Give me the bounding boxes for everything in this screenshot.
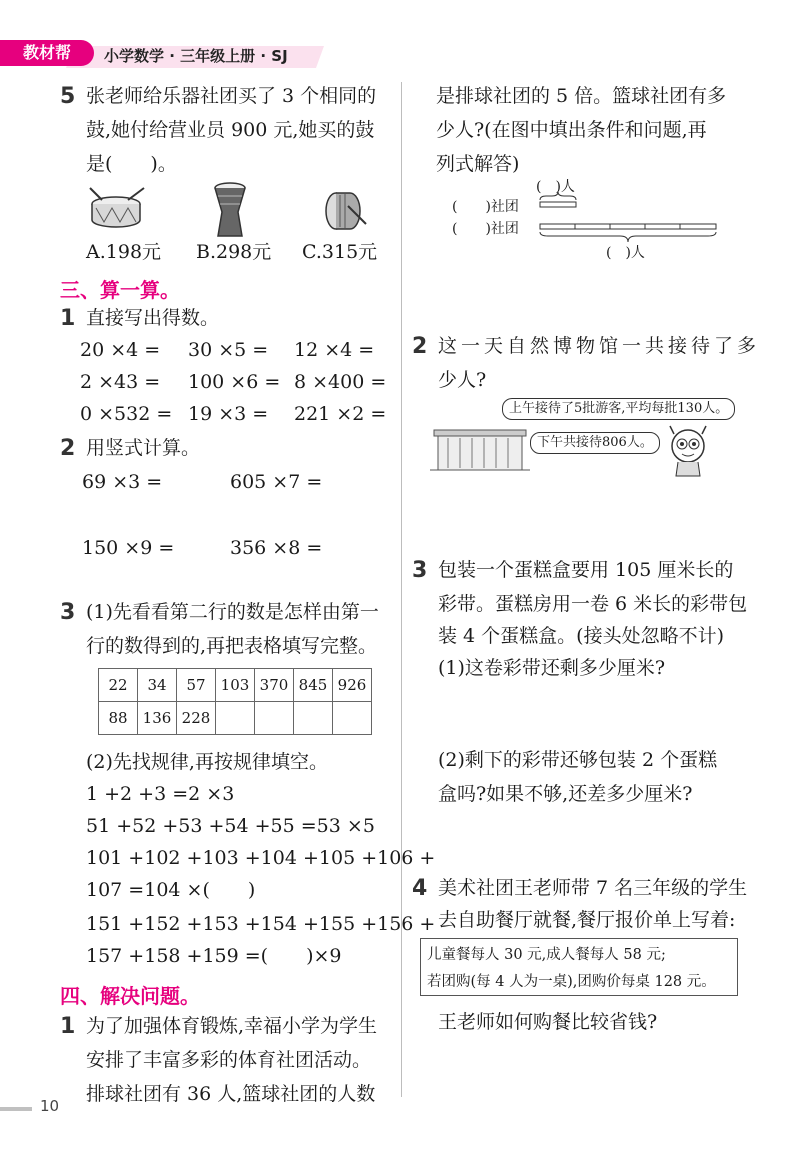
cartoon-character-icon (660, 422, 716, 478)
s4q3-line3: 装 4 个蛋糕盒。(接头处忽略不计) (438, 625, 724, 647)
table-row (99, 702, 372, 735)
calc-r2c1: 2 ×43 = (80, 371, 161, 393)
table-cell: 34 (138, 669, 177, 702)
table-cell: 926 (333, 669, 372, 702)
s4q3-line1: 包装一个蛋糕盒要用 105 厘米长的 (438, 559, 734, 581)
price-list-line2: 若团购(每 4 人为一桌),团购价每桌 128 元。 (427, 974, 716, 990)
table-cell: 136 (138, 702, 177, 735)
q5-option-a: A.198元 (86, 241, 162, 263)
calc-r2c3: 8 ×400 = (294, 371, 387, 393)
table-cell-blank[interactable] (255, 702, 294, 735)
calc-r1c2: 30 ×5 = (188, 339, 269, 361)
s4q2-line1: 这一天自然博物馆一共接待了多 (438, 335, 761, 357)
s4q3-sub2-line1: (2)剩下的彩带还够包装 2 个蛋糕 (438, 749, 718, 771)
table-cell-blank[interactable] (216, 702, 255, 735)
s4q1-number: 1 (60, 1014, 76, 1039)
table-cell-blank[interactable] (294, 702, 333, 735)
table-cell: 103 (216, 669, 255, 702)
q5-option-c: C.315元 (302, 241, 378, 263)
pattern-eq-4: 107 =104 ×( ) (86, 879, 256, 901)
s3q2-text: 用竖式计算。 (86, 437, 201, 459)
s3q3-part2-title: (2)先找规律,再按规律填空。 (86, 751, 328, 773)
s4q4-line1: 美术社团王老师带 7 名三年级的学生 (438, 877, 748, 899)
table-row (99, 669, 372, 702)
s4q3-sub1: (1)这卷彩带还剩多少厘米? (438, 657, 666, 679)
table-cell: 845 (294, 669, 333, 702)
s4q2-number: 2 (412, 334, 428, 359)
museum-building-icon (430, 426, 530, 472)
s3q3-line2: 行的数得到的,再把表格填写完整。 (86, 635, 378, 657)
header-tag: 教材帮 (0, 40, 94, 66)
pattern-eq-5: 151 +152 +153 +154 +155 +156 + (86, 913, 436, 935)
s4q1-cont-line2: 少人?(在图中填出条件和问题,再 (436, 119, 707, 141)
s4q4-question: 王老师如何购餐比较省钱? (438, 1011, 658, 1033)
calc-r3c1: 0 ×532 = (80, 403, 173, 425)
price-list-line1: 儿童餐每人 30 元,成人餐每人 58 元; (427, 947, 666, 963)
s4q1-cont-line1: 是排球社团的 5 倍。篮球社团有多 (436, 85, 727, 107)
column-divider (401, 82, 402, 1097)
djembe-icon (210, 182, 250, 240)
q5-number: 5 (60, 84, 76, 109)
table-cell: 228 (177, 702, 216, 735)
calc-r3c2: 19 ×3 = (188, 403, 269, 425)
s3q3-number: 3 (60, 600, 76, 625)
s4q1-cont-line3: 列式解答) (436, 153, 520, 175)
price-list-box (420, 938, 738, 996)
s3q1-text: 直接写出得数。 (86, 307, 220, 329)
vertical-calc-1: 69 ×3 = (82, 471, 163, 493)
q5-line2: 鼓,她付给营业员 900 元,她买的鼓 (86, 119, 375, 141)
s4q4-line2: 去自助餐厅就餐,餐厅报价单上写着: (438, 909, 736, 931)
header-title: 小学数学 · 三年级上册 · SJ (104, 47, 288, 65)
page-number: 10 (40, 1097, 60, 1115)
pattern-eq-1: 1 +2 +3 =2 ×3 (86, 783, 235, 805)
speech-bubble-afternoon: 下午共接待806人。 (530, 432, 660, 454)
s4q3-line2: 彩带。蛋糕房用一卷 6 米长的彩带包 (438, 593, 748, 615)
calc-r1c3: 12 ×4 = (294, 339, 375, 361)
pattern-table (98, 668, 372, 735)
speech-bubble-morning: 上午接待了5批游客,平均每批130人。 (502, 398, 735, 420)
diagram-row1-label: ( )社团 (452, 199, 519, 215)
diagram-top-label: ( )人 (536, 179, 575, 195)
calc-r1c1: 20 ×4 = (80, 339, 161, 361)
pattern-eq-3: 101 +102 +103 +104 +105 +106 + (86, 847, 436, 869)
s4q1-line3: 排球社团有 36 人,篮球社团的人数 (86, 1083, 376, 1105)
calc-r3c3: 221 ×2 = (294, 403, 387, 425)
diagram-bottom-label: ( )人 (606, 245, 645, 261)
s3q1-number: 1 (60, 306, 76, 331)
page-bar (0, 1107, 32, 1111)
table-cell: 57 (177, 669, 216, 702)
q5-line1: 张老师给乐器社团买了 3 个相同的 (86, 85, 377, 107)
drum-icon (88, 186, 148, 234)
table-cell-blank[interactable] (333, 702, 372, 735)
pattern-eq-2: 51 +52 +53 +54 +55 =53 ×5 (86, 815, 375, 837)
side-drum-icon (312, 188, 368, 234)
vertical-calc-3: 150 ×9 = (82, 537, 175, 559)
table-cell: 22 (99, 669, 138, 702)
calc-r2c2: 100 ×6 = (188, 371, 281, 393)
vertical-calc-4: 356 ×8 = (230, 537, 323, 559)
s3q2-number: 2 (60, 436, 76, 461)
segment-diagram (534, 190, 720, 246)
table-cell: 370 (255, 669, 294, 702)
s4q3-number: 3 (412, 558, 428, 583)
pattern-eq-6: 157 +158 +159 =( )×9 (86, 945, 342, 967)
s4q1-line1: 为了加强体育锻炼,幸福小学为学生 (86, 1015, 378, 1037)
section4-title: 四、解决问题。 (60, 984, 200, 1008)
q5-option-b: B.298元 (196, 241, 272, 263)
s4q2-line2: 少人? (438, 369, 487, 391)
vertical-calc-2: 605 ×7 = (230, 471, 323, 493)
s3q3-line1: (1)先看看第二行的数是怎样由第一 (86, 601, 379, 623)
s4q4-number: 4 (412, 876, 428, 901)
s4q3-sub2-line2: 盒吗?如果不够,还差多少厘米? (438, 783, 693, 805)
s4q1-line2: 安排了丰富多彩的体育社团活动。 (86, 1049, 372, 1071)
section3-title: 三、算一算。 (60, 278, 180, 302)
diagram-row2-label: ( )社团 (452, 221, 519, 237)
table-cell: 88 (99, 702, 138, 735)
q5-line3: 是( )。 (86, 153, 177, 175)
